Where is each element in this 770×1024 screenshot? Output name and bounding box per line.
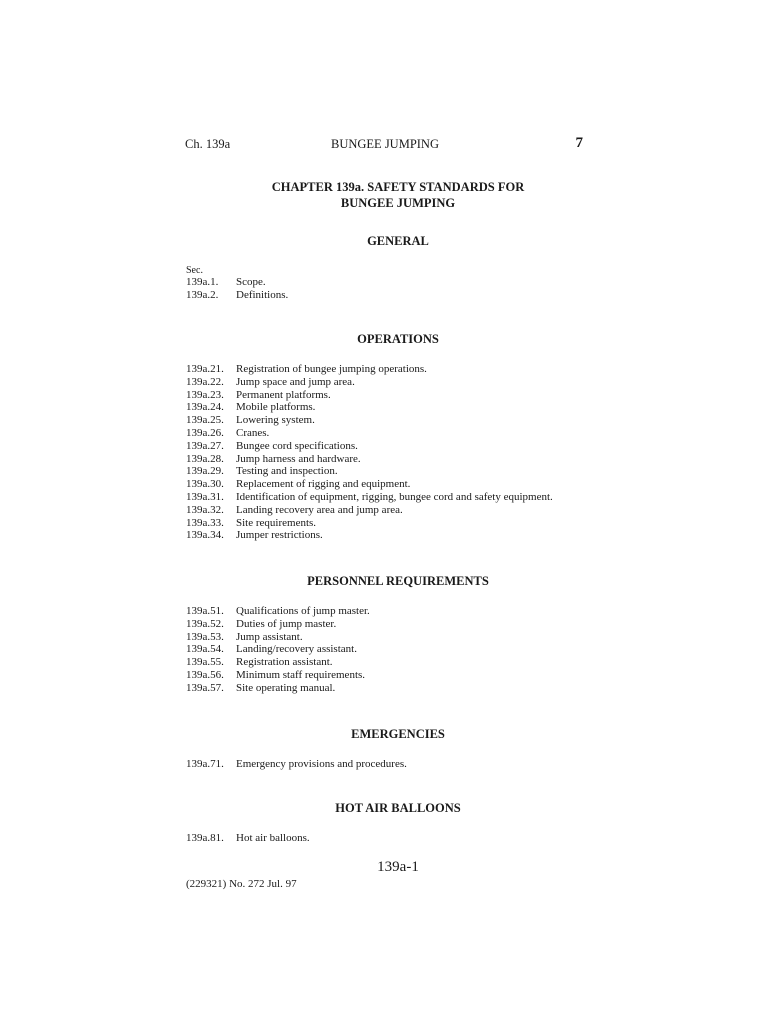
toc-hot-air-balloons [186,832,626,845]
toc-row [186,832,626,845]
toc-row [186,504,626,517]
chapter-title-line-2: BUNGEE JUMPING [340,196,456,210]
toc-row [186,758,626,771]
toc-row [186,401,626,414]
section-title: Site operating manual. [236,681,336,694]
section-number: 139a.54. [186,643,224,656]
section-number: 139a.71. [186,758,224,770]
section-title: Testing and inspection. [236,465,338,478]
section-title: Landing recovery area and jump area. [236,503,403,516]
section-number: 139a.2. [186,288,219,301]
section-title: Registration of bungee jumping operations. [236,363,427,375]
toc-operations [186,363,626,542]
section-number: 139a.81. [186,832,224,844]
section-title: Emergency provisions and procedures. [236,758,407,770]
section-title: Jump space and jump area. [236,375,355,388]
running-head-chapter: Ch. 139a [185,137,231,151]
toc-emergencies [186,758,626,771]
toc-row [186,465,626,478]
section-number: 139a.56. [186,668,224,681]
toc-row [186,389,626,402]
toc-row [186,605,626,618]
toc-row [186,453,626,466]
section-title: Identification of equipment, rigging, bungee cord and safety equipment. [236,490,553,503]
toc-row [186,363,626,376]
toc-row [186,517,626,530]
toc-row [186,414,626,427]
section-title: Landing/recovery assistant. [236,643,357,656]
section-number: 139a.26. [186,426,224,439]
section-number: 139a.21. [186,363,224,375]
section-title: Definitions. [236,288,289,301]
section-title: Duties of jump master. [236,617,337,630]
toc-row [186,529,626,542]
section-number: 139a.27. [186,439,224,452]
section-heading-emergencies: EMERGENCIES [351,727,445,741]
section-title: Registration assistant. [236,656,333,669]
running-head-subject: BUNGEE JUMPING [331,137,439,151]
toc-row [186,478,626,491]
section-title: Permanent platforms. [236,388,331,401]
section-number: 139a.51. [186,605,224,617]
section-title: Bungee cord specifications. [236,439,358,452]
section-number: 139a.1. [186,276,219,288]
section-heading-personnel: PERSONNEL REQUIREMENTS [307,574,489,588]
toc-personnel [186,605,626,695]
sec-label: Sec. [186,265,203,276]
section-number: 139a.25. [186,414,224,427]
section-title: Jump harness and hardware. [236,452,361,465]
section-title: Jumper restrictions. [236,529,323,542]
toc-general [186,276,626,302]
section-number: 139a.23. [186,388,224,401]
section-title: Mobile platforms. [236,401,316,414]
section-number: 139a.34. [186,529,224,542]
section-number: 139a.24. [186,401,224,414]
page-number: 139a-1 [377,859,419,875]
toc-row [186,656,626,669]
section-title: Jump assistant. [236,630,303,643]
toc-row [186,289,626,302]
chapter-title [185,179,611,211]
section-heading-general: GENERAL [367,234,429,248]
running-head [185,137,585,153]
section-number: 139a.52. [186,617,224,630]
toc-row [186,669,626,682]
section-number: 139a.22. [186,375,224,388]
section-number: 139a.30. [186,478,224,491]
section-number: 139a.57. [186,681,224,694]
toc-row [186,618,626,631]
chapter-title-line-1: CHAPTER 139a. SAFETY STANDARDS FOR [271,180,525,194]
toc-row [186,491,626,504]
section-title: Scope. [236,276,266,288]
section-heading-hot-air-balloons: HOT AIR BALLOONS [335,801,461,815]
section-number: 139a.29. [186,465,224,478]
section-title: Cranes. [236,426,270,439]
toc-row [186,631,626,644]
footer-note: (229321) No. 272 Jul. 97 [186,878,297,890]
section-title: Hot air balloons. [236,832,310,844]
toc-row [186,376,626,389]
section-number: 139a.31. [186,490,224,503]
toc-row [186,643,626,656]
toc-row [186,682,626,695]
section-number: 139a.53. [186,630,224,643]
section-number: 139a.33. [186,516,224,529]
section-title: Site requirements. [236,516,317,529]
section-number: 139a.28. [186,452,224,465]
section-title: Lowering system. [236,414,315,427]
section-number: 139a.32. [186,503,224,516]
section-title: Minimum staff requirements. [236,668,366,681]
section-title: Qualifications of jump master. [236,605,370,617]
running-head-page: 7 [575,135,583,151]
toc-row [186,276,626,289]
section-number: 139a.55. [186,656,224,669]
section-title: Replacement of rigging and equipment. [236,478,411,491]
toc-row [186,440,626,453]
toc-row [186,427,626,440]
section-heading-operations: OPERATIONS [357,332,439,346]
